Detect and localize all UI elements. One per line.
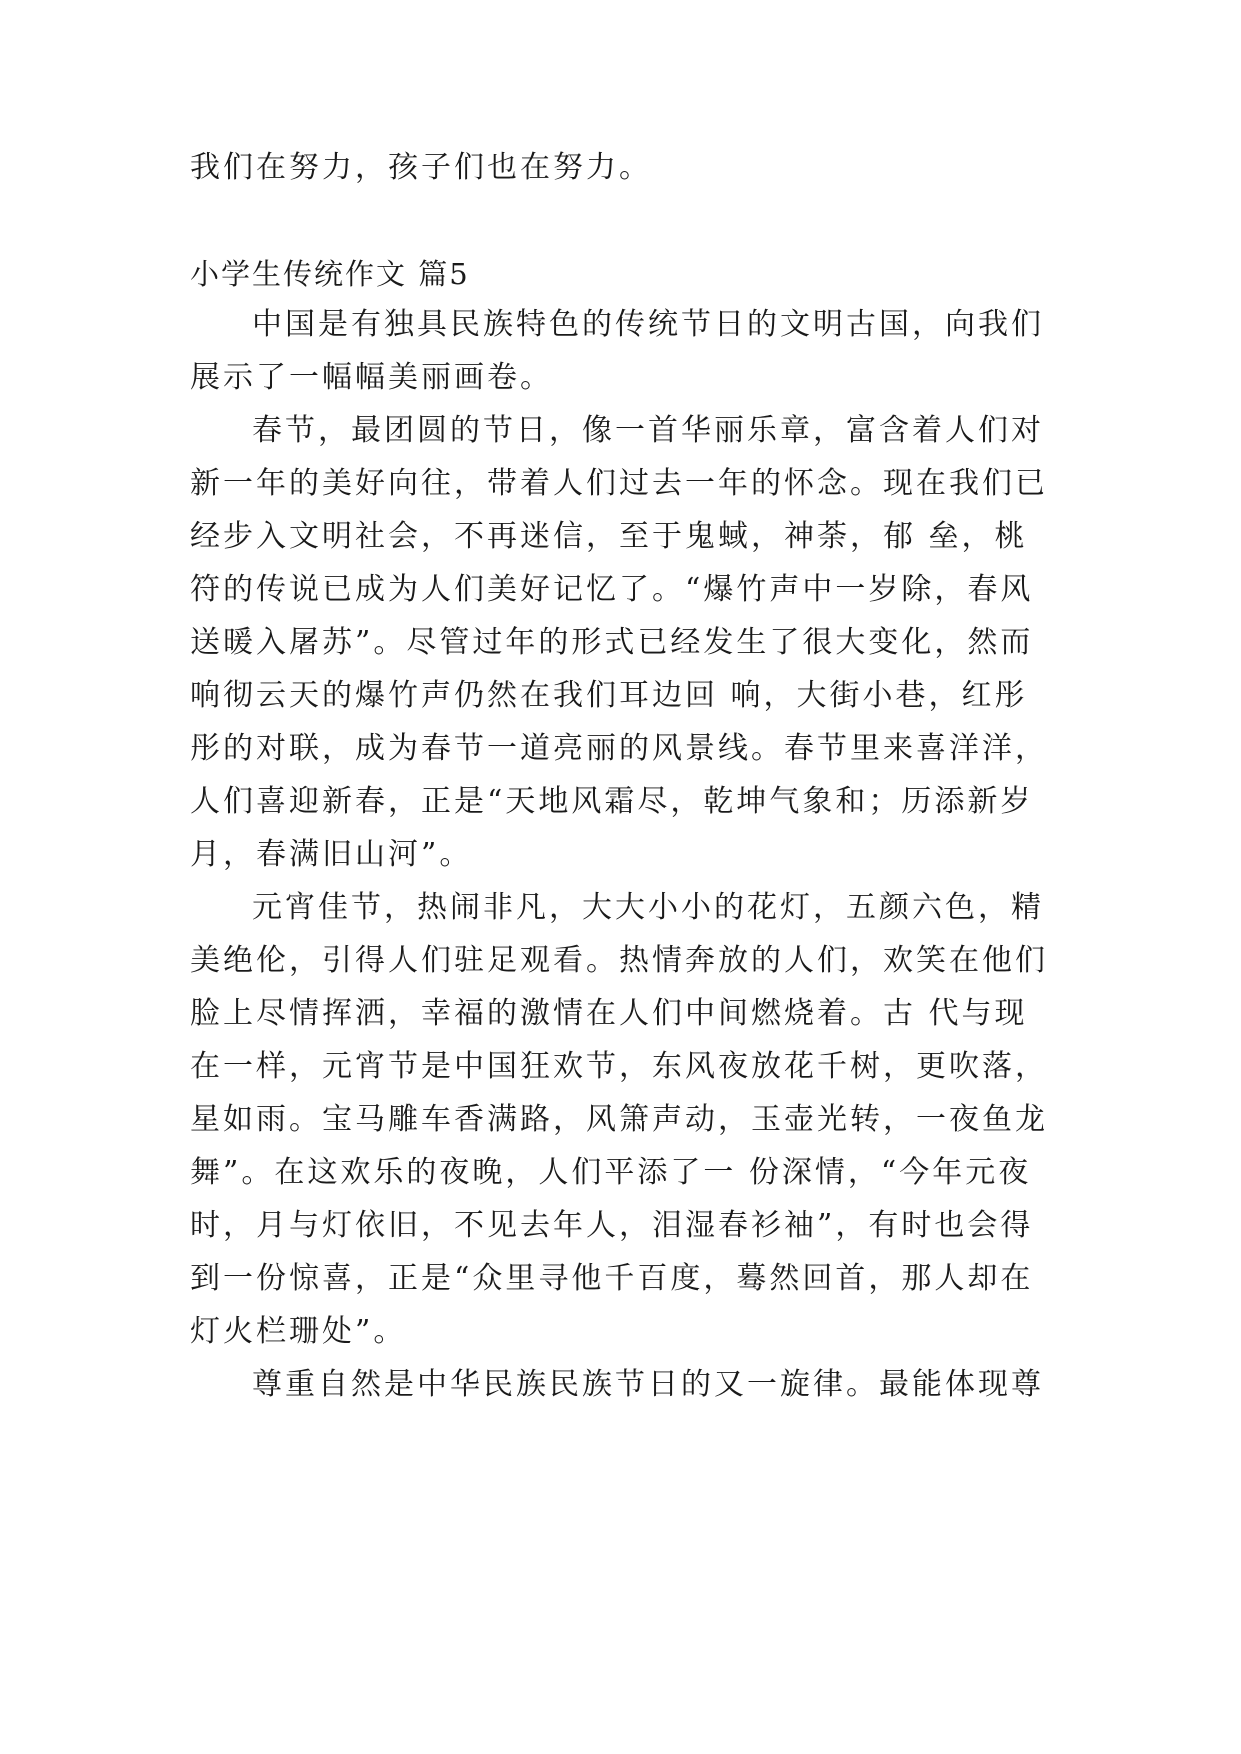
paragraph-line: 在一样，元宵节是中国狂欢节，东风夜放花千树，更吹落，: [190, 1049, 1048, 1084]
paragraph-line: 新一年的美好向往，带着人们过去一年的怀念。现在我们已: [190, 466, 1048, 501]
paragraph-line: 符的传说已成为人们美好记忆了。“爆竹声中一岁除，春风: [190, 572, 1034, 607]
paragraph-line: 美绝伦，引得人们驻足观看。热情奔放的人们，欢笑在他们: [190, 943, 1048, 978]
paragraph-line: 月，春满旧山河”。: [190, 837, 473, 872]
paragraph-line: 彤的对联，成为春节一道亮丽的风景线。春节里来喜洋洋，: [190, 731, 1048, 766]
paragraph-line: 送暖入屠苏”。尽管过年的形式已经发生了很大变化，然而: [190, 625, 1034, 660]
paragraph-line: 春节，最团圆的节日，像一首华丽乐章，富含着人们对: [252, 413, 1044, 448]
paragraph-line: 元宵佳节，热闹非凡，大大小小的花灯，五颜六色，精: [252, 890, 1044, 925]
paragraph-line: 响彻云天的爆竹声仍然在我们耳边回 响，大街小巷，红彤: [190, 678, 1028, 713]
section-title: 小学生传统作文 篇5: [190, 257, 470, 291]
paragraph-line: 中国是有独具民族特色的传统节日的文明古国，向我们: [252, 307, 1044, 342]
paragraph-line: 人们喜迎新春，正是“天地风霜尽，乾坤气象和；历添新岁: [190, 784, 1034, 819]
paragraph-line: 脸上尽情挥洒，幸福的激情在人们中间燃烧着。古 代与现: [190, 996, 1028, 1031]
paragraph-line: 时，月与灯依旧，不见去年人，泪湿春衫袖”，有时也会得: [190, 1208, 1034, 1243]
paragraph-line: 灯火栏珊处”。: [190, 1314, 407, 1349]
paragraph-line: 到一份惊喜，正是“众里寻他千百度，蓦然回首，那人却在: [190, 1261, 1034, 1296]
paragraph-line: 经步入文明社会，不再迷信，至于鬼蜮，神荼，郁 垒，桃: [190, 519, 1028, 554]
paragraph-line: 星如雨。宝马雕车香满路，风箫声动，玉壶光转，一夜鱼龙: [190, 1102, 1048, 1137]
paragraph-line: 展示了一幅幅美丽画卷。: [190, 360, 553, 395]
text-line: 我们在努力，孩子们也在努力。: [190, 150, 652, 185]
paragraph-line: 舞”。在这欢乐的夜晚，人们平添了一 份深情，“今年元夜: [190, 1155, 1032, 1190]
paragraph-line: 尊重自然是中华民族民族节日的又一旋律。最能体现尊: [252, 1367, 1044, 1402]
